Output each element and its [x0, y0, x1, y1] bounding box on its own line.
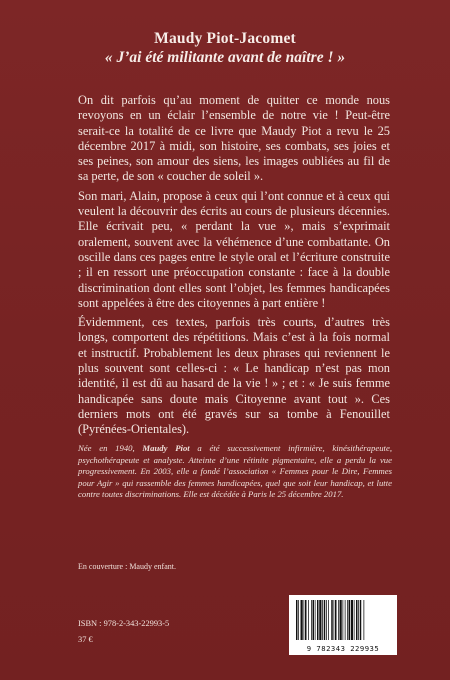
blurb-text — [78, 93, 390, 442]
barcode — [289, 595, 397, 655]
blurb-paragraph: On dit parfois qu’au moment de quitter ce monde nous revoyons en un éclair l’ensemble de notre vie ! Peut-être serait-ce la totalité de ce livre que Maudy Piot a revu le 25 décembre 2017 à midi, son histoire, ses combats, ses joies et ses peines, son amour des siens, les images oubliées au fil de sa perte, de son « coucher de soleil ». — [78, 93, 390, 184]
author-bio — [78, 443, 392, 501]
blurb-paragraph: Son mari, Alain, propose à ceux qui l’ont connue et à ceux qui veulent la découvrir des écrits au cours de plusieurs décennies. Elle écrivait peu, « perdant la vue », mais s’exprimait oralement, souvent avec la véhémence d’une combattante. On oscille dans ces pages entre le style oral et l’écriture construite ; il en ressort une préoccupation constante : face à la double discrimination dont elles sont l’objet, les femmes handicapées sont appelées à être des citoyennes à part entière ! — [78, 188, 390, 310]
bio-name: Maudy Piot — [142, 443, 190, 453]
bio-prefix: Née en 1940, — [78, 443, 143, 453]
isbn-label: ISBN : 978-2-343-22993-5 — [78, 619, 170, 628]
price-label: 37 € — [78, 635, 93, 644]
bio-text: a été successivement infirmière, kinésithérapeute, psychothérapeute et analyste. Atteinte d’une rétinite pigmentaire, elle a perdu la vue progressivement. En 2003, elle a fondé l’association « Femmes pour le Dire, Femmes pour Agir » qui rassemble des femmes handicapées, quel que soit leur handicap, et lutte contre toutes discriminations. Elle est décédée à Paris le 25 décembre 2017. — [78, 443, 392, 500]
barcode-digits: 9 782343 229935 — [306, 644, 380, 653]
cover-caption: En couverture : Maudy enfant. — [78, 562, 176, 571]
blurb-paragraph: Évidemment, ces textes, parfois très courts, d’autres très longs, comportent des répétitions. Mais c’est à la fois normal et instructif. Probablement les deux phrases qui reviennent le plus souvent sont celles-ci : « Le handicap n’est pas mon identité, il est dû au hasard de la vie ! » ; et : « Je suis femme handicapée sans doute mais Citoyenne avant tout ». Ces derniers mots ont été gravés sur sa tombe à Fenouillet (Pyrénées-Orientales). — [78, 315, 390, 437]
book-subtitle: « J’ai été militante avant de naître ! » — [104, 49, 346, 66]
barcode-bars — [295, 600, 391, 642]
author-name: Maudy Piot-Jacomet — [154, 30, 296, 47]
